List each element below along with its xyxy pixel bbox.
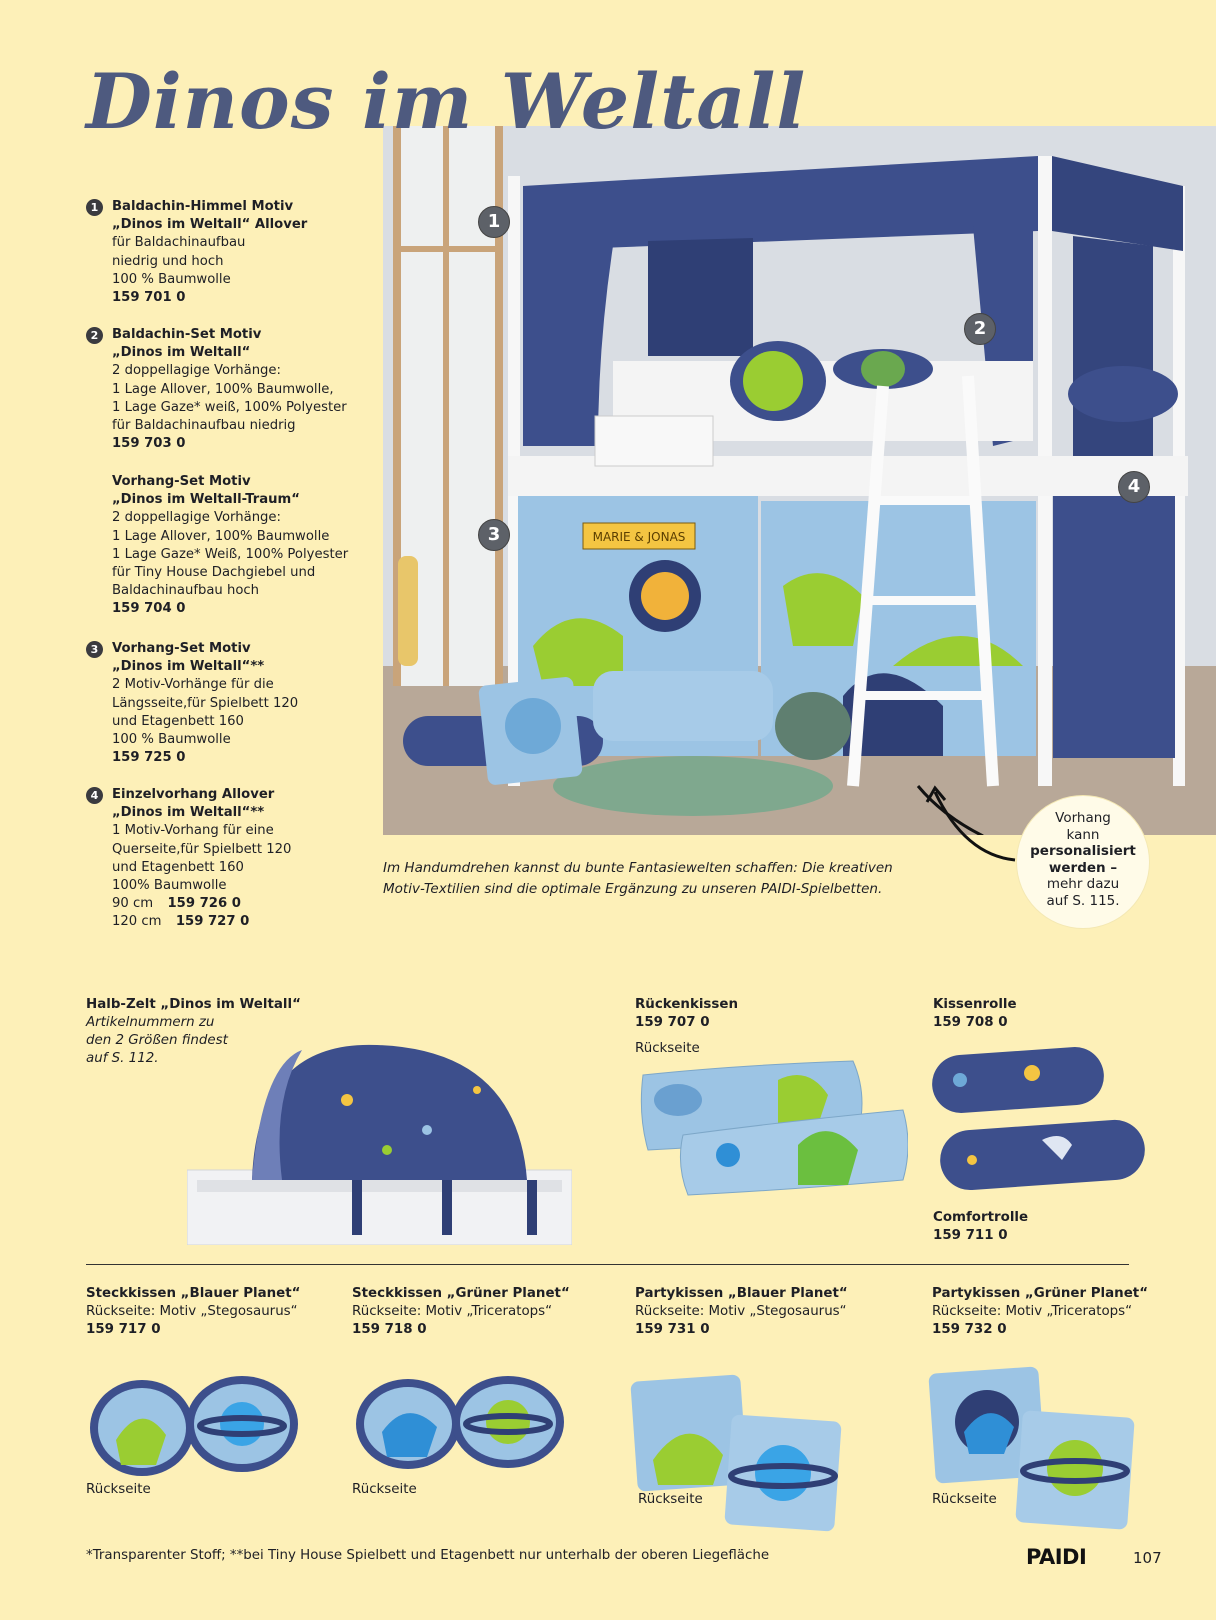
back-side-label: Rückseite bbox=[932, 1492, 997, 1507]
curtain-nameplate: MARIE & JONAS bbox=[592, 530, 686, 544]
article-number: 159 703 0 bbox=[112, 436, 186, 452]
steckkissen-green-image bbox=[352, 1372, 572, 1477]
callout-1: 1 bbox=[478, 206, 510, 238]
back-side-label: Rückseite bbox=[86, 1482, 151, 1497]
spec-vorhang-set: 3 Vorhang-Set Motiv „Dinos im Weltall“** 2 Motiv-Vorhänge für die Längsseite,für Spielbett 120 und Etagenbett 160 100 % Baumwolle 159 725 0 bbox=[86, 640, 376, 767]
product-label: Partykissen „Grüner Planet“ Rückseite: Motiv „Triceratops“ 159 732 0 bbox=[932, 1286, 1149, 1337]
arrow-icon bbox=[915, 780, 1025, 870]
callout-4: 4 bbox=[1118, 471, 1150, 503]
page-title: Dinos im Weltall bbox=[86, 57, 807, 146]
personalisation-bubble: Vorhang kann personalisiert werden – mehr dazu auf S. 115. bbox=[1017, 796, 1149, 928]
hero-bed-photo bbox=[383, 126, 1216, 835]
article-number: 159 725 0 bbox=[112, 750, 186, 766]
number-badge: 1 bbox=[86, 199, 103, 216]
back-side-label: Rückseite bbox=[638, 1492, 703, 1507]
back-cushion-image bbox=[638, 1055, 908, 1220]
section-divider bbox=[86, 1264, 1129, 1265]
footnote: *Transparenter Stoff; **bei Tiny House Spielbett und Etagenbett nur unterhalb der oberen Liegefläche bbox=[86, 1548, 770, 1563]
callout-3: 3 bbox=[478, 519, 510, 551]
spec-baldachin-set: 2 Baldachin-Set Motiv „Dinos im Weltall“ 2 doppellagige Vorhänge: 1 Lage Allover, 100% Baumwolle, 1 Lage Gaze* weiß, 100% Polyester für Baldachinaufbau niedrig 159 703 0 bbox=[86, 326, 376, 453]
product-label: Partykissen „Blauer Planet“ Rückseite: Motiv „Stegosaurus“ 159 731 0 bbox=[635, 1286, 848, 1337]
number-badge: 3 bbox=[86, 641, 103, 658]
number-badge: 2 bbox=[86, 327, 103, 344]
product-label: Steckkissen „Blauer Planet“ Rückseite: Motiv „Stegosaurus“ 159 717 0 bbox=[86, 1286, 301, 1337]
comfort-roll-label: Comfortrolle 159 711 0 bbox=[933, 1210, 1029, 1243]
tent-image bbox=[187, 1040, 572, 1245]
paidi-logo: PAIDI bbox=[1026, 1545, 1087, 1569]
size-row: 90 cm 159 726 0 bbox=[112, 896, 241, 912]
page-number: 107 bbox=[1133, 1549, 1162, 1567]
steckkissen-blue-image bbox=[86, 1370, 306, 1485]
partykissen-blue-image bbox=[628, 1370, 848, 1535]
hero-caption: Im Handumdrehen kannst du bunte Fantasiewelten schaffen: Die kreativen Motiv-Textilien sind die optimale Ergänzung zu unseren PAIDI-Spielbetten. bbox=[383, 860, 893, 897]
spec-einzelvorhang: 4 Einzelvorhang Allover „Dinos im Weltall“** 1 Motiv-Vorhang für eine Querseite,für Spielbett 120 und Etagenbett 160 100% Baumwolle 90 cm 159 726 0 120 cm 159 727 0 bbox=[86, 786, 376, 932]
callout-2: 2 bbox=[964, 313, 996, 345]
size-row: 120 cm 159 727 0 bbox=[112, 914, 250, 930]
article-number: 159 704 0 bbox=[112, 601, 186, 617]
back-cushion-label: Rückenkissen 159 707 0 Rückseite bbox=[635, 997, 738, 1056]
spec-baldachin-himmel: 1 Baldachin-Himmel Motiv „Dinos im Weltall“ Allover für Baldachinaufbau niedrig und hoch 100 % Baumwolle 159 701 0 bbox=[86, 198, 376, 307]
product-label: Steckkissen „Grüner Planet“ Rückseite: Motiv „Triceratops“ 159 718 0 bbox=[352, 1286, 570, 1337]
back-side-label: Rückseite bbox=[352, 1482, 417, 1497]
roll-label: Kissenrolle 159 708 0 bbox=[933, 997, 1017, 1030]
number-badge: 4 bbox=[86, 787, 103, 804]
spec-vorhang-set-traum: Vorhang-Set Motiv „Dinos im Weltall-Traum“ 2 doppellagige Vorhänge: 1 Lage Allover, 100% Baumwolle 1 Lage Gaze* Weiß, 100% Polyester für Tiny House Dachgiebel und Baldachinaufbau hoch 159 704 0 bbox=[86, 473, 376, 619]
tent-label: Halb-Zelt „Dinos im Weltall“ Artikelnummern zu den 2 Größen findest auf S. 112. bbox=[86, 997, 301, 1066]
rolls-image bbox=[932, 1045, 1152, 1195]
article-number: 159 701 0 bbox=[112, 290, 186, 306]
